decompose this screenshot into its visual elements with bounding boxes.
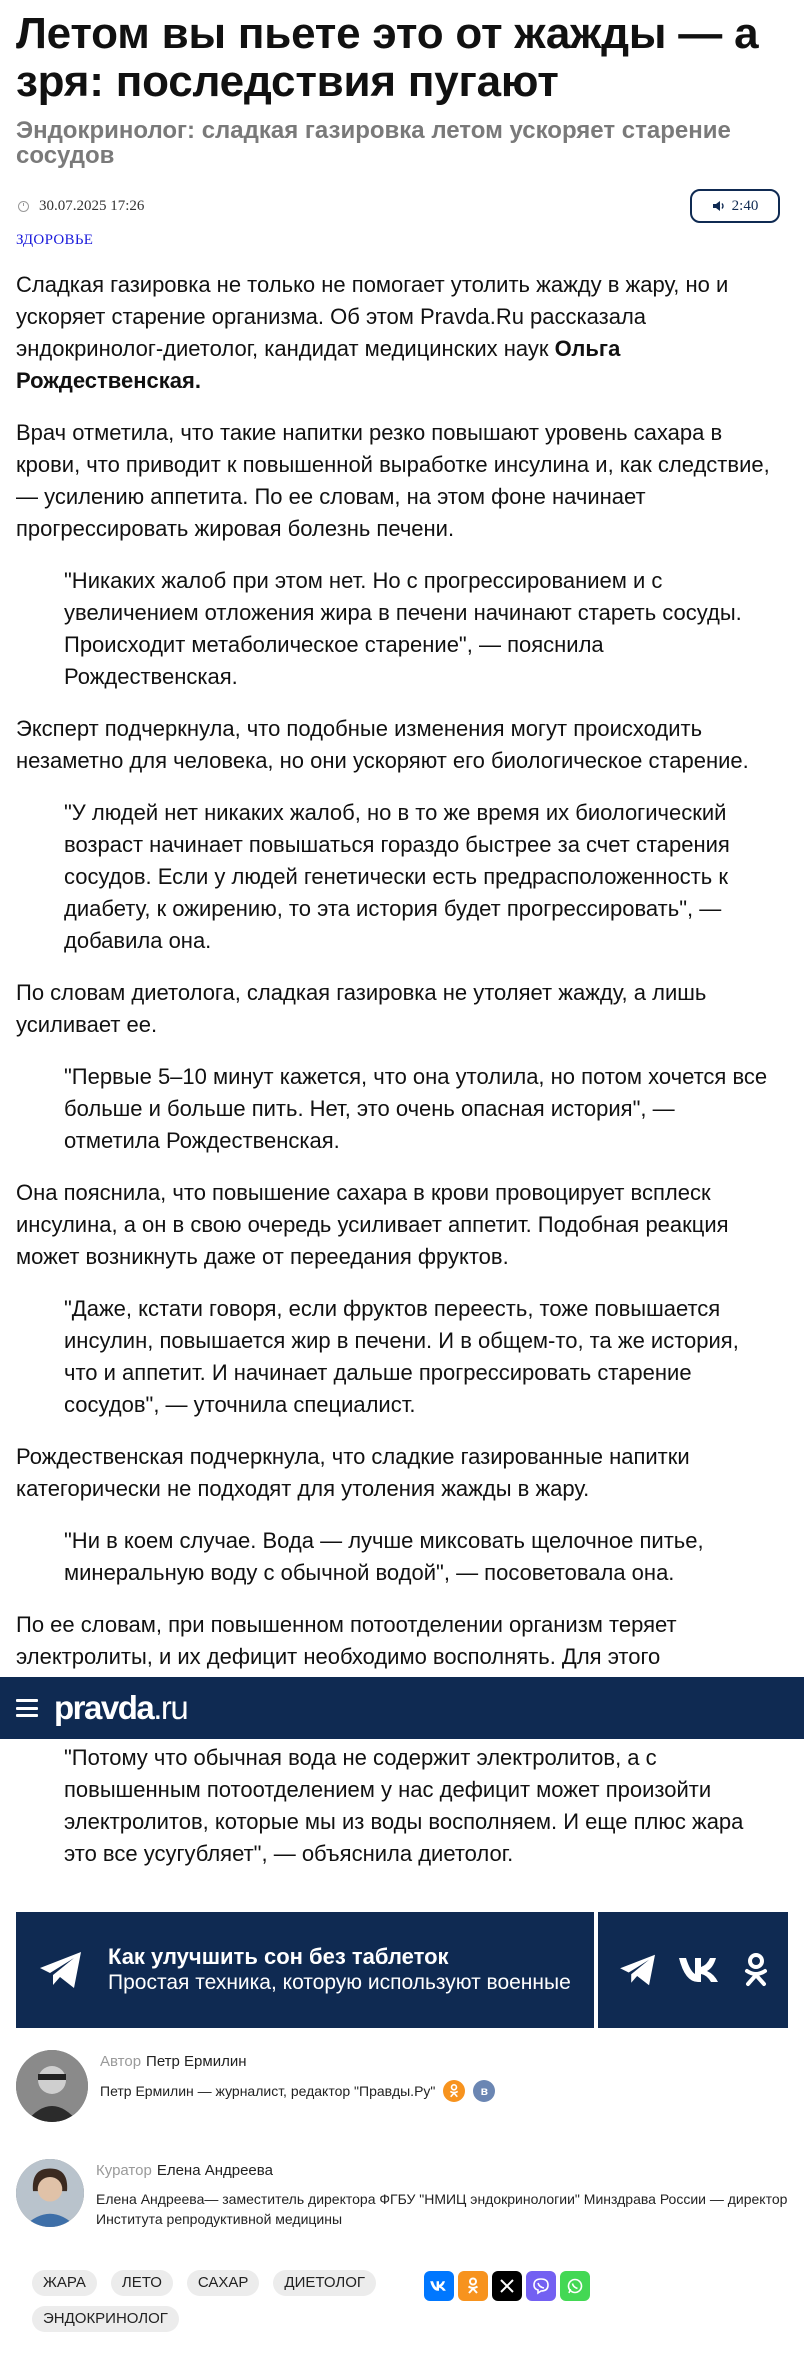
curator-info	[96, 2159, 796, 2229]
date-text: 30.07.2025 17:26	[39, 197, 145, 214]
expert-name: Ольга Рождественская.	[16, 336, 621, 393]
site-navbar	[0, 1677, 804, 1739]
site-logo[interactable]	[54, 1689, 187, 1727]
curator-name[interactable]: Елена Андреева	[156, 2162, 273, 2179]
author-card	[16, 2050, 796, 2122]
telegram-promo-banner	[16, 1912, 788, 2028]
audio-duration: 2:40	[731, 197, 759, 214]
share-buttons	[424, 2271, 590, 2301]
paragraph: Рождественская подчеркнула, что сладкие газированные напитки категорически не подходят для утоления жажды в жару.	[16, 1444, 690, 1501]
quote: "Первые 5–10 минут кажется, что она утолила, но потом хочется все больше и больше пить. Нет, это очень опасная история", — отметила Рождественская.	[64, 1064, 768, 1153]
speaker-icon	[712, 200, 726, 212]
author-info	[100, 2050, 495, 2122]
odnoklassniki-icon[interactable]	[458, 2271, 488, 2301]
quote: "У людей нет никаких жалоб, но в то же время их биологический возраст начинает повышаться гораздо быстрее за счет старения сосудов. Если у людей генетически есть предрасположенность к диабету, к ожирению, то эта история будет прогрессировать", — добавила она.	[64, 800, 730, 953]
paragraph: Врач отметила, что такие напитки резко повышают уровень сахара в крови, что приводит к повышенной выработке инсулина и, как следствие, — усилению аппетита. По ее словам, на этом фоне начинает прогрессировать жировая болезнь печени.	[16, 420, 770, 541]
promo-text	[108, 1944, 571, 1996]
tag[interactable]: САХАР	[187, 2270, 260, 2296]
article-subtitle: Эндокринолог: сладкая газировка летом ускоряет старение сосудов	[16, 117, 731, 169]
hamburger-menu-icon[interactable]	[16, 1699, 38, 1717]
vk-icon[interactable]	[424, 2271, 454, 2301]
tag[interactable]: ЖАРА	[32, 2270, 97, 2296]
vk-icon[interactable]: в	[473, 2080, 495, 2102]
clock-icon	[18, 201, 29, 212]
author-description: Петр Ермилин — журналист, редактор "Правды.Ру"	[100, 2083, 436, 2099]
curator-role: Куратор	[96, 2162, 152, 2179]
quote: "Никаких жалоб при этом нет. Но с прогрессированием и с увеличением отложения жира в печени начинают стареть сосуды. Происходит метаболическое старение", — пояснила Рождественская.	[64, 568, 742, 689]
logo-main: pravda	[54, 1689, 154, 1726]
whatsapp-icon[interactable]	[560, 2271, 590, 2301]
promo-social-links	[598, 1912, 788, 2028]
paragraph: По ее словам, при повышенном потоотделении организм теряет электролиты, и их дефицит необходимо восполнять. Для этого	[16, 1612, 677, 1669]
listen-audio-button[interactable]	[690, 189, 780, 223]
curator-description: Елена Андреева— заместитель директора ФГБУ "НМИЦ эндокринологии" Минздрава России — директор Института репродуктивной медицины	[96, 2191, 788, 2227]
category-link[interactable]: ЗДОРОВЬЕ	[16, 232, 94, 248]
promo-link[interactable]	[16, 1912, 594, 2028]
quote: "Ни в коем случае. Вода — лучше миксовать щелочное питье, минеральную воду с обычной водой", — посоветовала она.	[64, 1528, 704, 1585]
author-name[interactable]: Петр Ермилин	[146, 2053, 247, 2070]
paragraph: По словам диетолога, сладкая газировка не утоляет жажду, а лишь усиливает ее.	[16, 980, 707, 1037]
logo-domain: .ru	[153, 1689, 188, 1726]
article-meta	[16, 188, 788, 224]
curator-avatar[interactable]	[16, 2159, 84, 2227]
tag[interactable]: ЛЕТО	[111, 2270, 173, 2296]
paragraph-text: Сладкая газировка не только не помогает утолить жажду в жару, но и ускоряет старение организма. Об этом Pravda.Ru рассказала эндокринолог-диетолог, кандидат медицинских наук	[16, 272, 729, 361]
quote: "Даже, кстати говоря, если фруктов переесть, тоже повышается инсулин, повышается жир в печени. И в общем-то, та же история, что и аппетит. И начинает дальше прогрессировать старение сосудов", — уточнила специалист.	[64, 1296, 739, 1417]
paragraph: Эксперт подчеркнула, что подобные изменения могут происходить незаметно для человека, но они ускоряют его биологическое старение.	[16, 716, 749, 773]
telegram-icon[interactable]	[618, 1953, 658, 1987]
tag[interactable]: ЭНДОКРИНОЛОГ	[32, 2306, 179, 2332]
article-title: Летом вы пьете это от жажды — а зря: последствия пугают	[16, 9, 759, 106]
viber-icon[interactable]	[526, 2271, 556, 2301]
author-role: Автор	[100, 2053, 142, 2070]
quote: "Потому что обычная вода не содержит электролитов, а с повышенным потоотделением у нас дефицит может произойти электролитов, которые мы из воды восполняем. И еще плюс жара это все усугубляет", — объяснила диетолог.	[64, 1745, 744, 1866]
vk-icon[interactable]	[677, 1955, 725, 1985]
x-icon[interactable]	[492, 2271, 522, 2301]
paragraph: Она пояснила, что повышение сахара в крови провоцирует всплеск инсулина, а он в свою очередь усиливает аппетит. Подобная реакция может возникнуть даже от переедания фруктов.	[16, 1180, 729, 1269]
paragraph	[16, 269, 788, 397]
tag[interactable]: ДИЕТОЛОГ	[273, 2270, 376, 2296]
tag-list	[32, 2270, 412, 2332]
publish-date	[16, 198, 144, 215]
odnoklassniki-icon[interactable]	[443, 2080, 465, 2102]
promo-title: Как улучшить сон без таблеток	[108, 1944, 449, 1969]
author-avatar[interactable]	[16, 2050, 88, 2122]
curator-card	[16, 2159, 796, 2229]
odnoklassniki-icon[interactable]	[744, 1953, 768, 1987]
telegram-icon	[32, 1941, 90, 1999]
promo-subtitle: Простая техника, которую используют военные	[108, 1971, 571, 1994]
